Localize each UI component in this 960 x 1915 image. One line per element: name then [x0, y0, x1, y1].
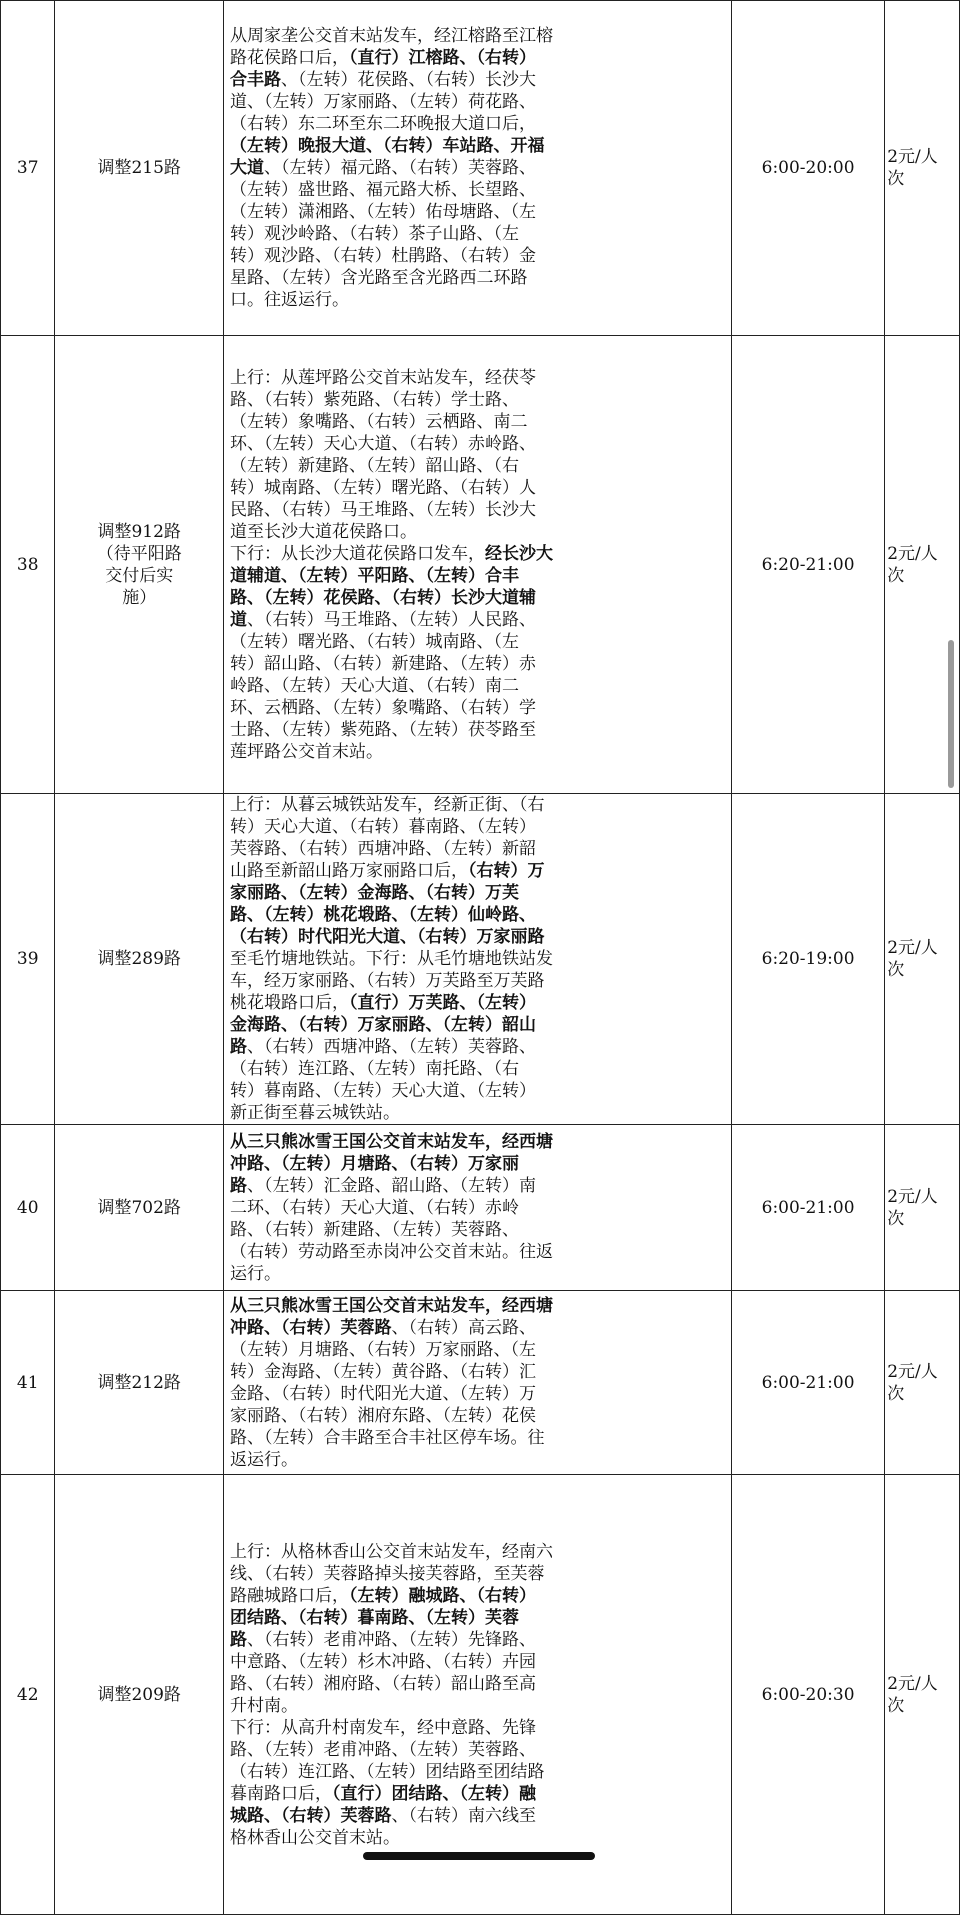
route-text: 下行：从高升村南发车，经中意路、先锋 — [229, 1717, 536, 1738]
route-text: 家丽路、（右转）湘府东路、（左转）花侯 — [229, 1405, 536, 1426]
route-text: （左转）新建路、（左转）韶山路、（右 — [229, 455, 519, 476]
table-row — [1, 1475, 960, 1915]
route-description-line — [230, 1153, 727, 1175]
route-description-line — [230, 1695, 727, 1717]
route-text-bold: （右转）万 — [467, 861, 545, 881]
route-description-line — [230, 904, 727, 926]
route-description-line — [230, 521, 727, 543]
route-text: 上行：从暮云城铁站发车，经新正街、（右 — [229, 795, 545, 815]
table-row — [1, 1, 960, 336]
route-description-cell — [223, 1, 731, 336]
table-row — [1, 336, 960, 794]
route-description-line — [230, 816, 727, 838]
fare-cell — [885, 1, 960, 336]
route-text-bold: 从三只熊冰雪王国公交首末站发车，经西塘 — [229, 1131, 553, 1152]
route-text-bold: 道 — [229, 609, 247, 630]
route-description-cell — [223, 1291, 731, 1475]
route-text: 转）观沙路、（右转）杜鹃路、（右转）金 — [229, 246, 536, 266]
route-text: 转）观沙岭路、（右转）茶子山路、（左 — [229, 224, 519, 244]
route-description-line — [230, 838, 727, 860]
route-description-line — [230, 1427, 727, 1449]
route-text: 路、（右转）新建路、（左转）芙蓉路、 — [229, 1219, 519, 1240]
route-text: 转）金海路、（左转）黄谷路、（右转）汇 — [229, 1361, 536, 1382]
fare-line: 次 — [887, 565, 905, 586]
route-text: 路、（右转）湘府路、（右转）韶山路至高 — [229, 1673, 536, 1694]
route-text: 下行：从长沙大道花侯路口发车， — [229, 543, 485, 564]
route-description-line — [230, 1361, 727, 1383]
route-description-line — [230, 1739, 727, 1761]
route-description-line — [230, 389, 727, 411]
route-description-line — [230, 1383, 727, 1405]
route-description-line — [230, 609, 727, 631]
row-number: 41 — [1, 1291, 55, 1475]
route-description-line — [230, 1717, 727, 1739]
route-name-cell — [55, 1125, 223, 1291]
route-text: 格林香山公交首末站。 — [229, 1827, 400, 1848]
route-text-bold: 经长沙大 — [484, 543, 553, 564]
route-description-line — [230, 157, 727, 179]
route-text: 转）城南路、（左转）曙光路、（右转）人 — [229, 477, 536, 498]
route-description-line — [230, 1805, 727, 1827]
route-text-bold: 冲路、（左转）月塘路、（右转）万家丽 — [229, 1153, 519, 1174]
fare-line: 次 — [887, 1208, 905, 1229]
route-description-line — [230, 1651, 727, 1673]
route-description-line — [230, 1607, 727, 1629]
route-description-line — [230, 882, 727, 904]
route-name-line: 交付后实 — [105, 565, 174, 586]
route-description-line — [230, 631, 727, 653]
route-text: （左转）象嘴路、（右转）云栖路、南二 — [229, 411, 528, 432]
route-name-line: 调整912路 — [97, 521, 181, 542]
route-text: 路、（右转）紫苑路、（右转）学士路、 — [229, 389, 519, 410]
route-description-line — [230, 135, 727, 157]
route-description-line — [230, 1541, 727, 1563]
route-description-line — [230, 653, 727, 675]
route-name-line: （待平阳路 — [96, 543, 182, 564]
route-description-cell — [223, 794, 731, 1125]
route-text-bold: 从三只熊冰雪王国公交首末站发车，经西塘 — [229, 1295, 553, 1316]
route-text: 二环、（右转）天心大道、（右转）赤岭 — [229, 1197, 519, 1218]
route-name-cell — [55, 1, 223, 336]
operating-hours: 6:00-20:30 — [731, 1475, 884, 1915]
route-text-bold: 金海路、（右转）万家丽路、（左转）韶山 — [229, 1015, 536, 1035]
route-text-bold: （直行）江榕路、（右转） — [348, 48, 536, 68]
route-description-line — [230, 367, 727, 389]
route-text: 暮南路口后， — [229, 1783, 332, 1804]
route-text-bold: 合丰路 — [229, 70, 281, 90]
row-number: 38 — [1, 336, 55, 794]
route-text-bold: 路 — [229, 1037, 247, 1057]
route-text: 金路、（右转）时代阳光大道、（左转）万 — [229, 1383, 536, 1404]
route-text-bold: 冲路、（右转）芙蓉路 — [229, 1317, 392, 1338]
route-description-line — [230, 433, 727, 455]
home-indicator[interactable] — [363, 1852, 595, 1860]
route-description-line — [230, 1673, 727, 1695]
route-text: 新正街至暮云城铁站。 — [229, 1103, 400, 1123]
operating-hours: 6:20-21:00 — [731, 336, 884, 794]
route-description-line — [230, 1014, 727, 1036]
fare-line: 2元/人 — [887, 1186, 938, 1207]
route-description-line — [230, 1241, 727, 1263]
route-text: 、（左转）汇金路、韶山路、（左转）南 — [246, 1175, 536, 1196]
route-description-line — [230, 69, 727, 91]
route-text: 升村南。 — [229, 1695, 298, 1716]
route-description-line — [230, 1102, 727, 1124]
route-description-line — [230, 1295, 727, 1317]
route-description-line — [230, 179, 727, 201]
route-description-line — [230, 1036, 727, 1058]
route-text: 中意路、（左转）杉木冲路、（右转）卉园 — [229, 1651, 536, 1672]
route-description-line — [230, 201, 727, 223]
route-text: 、（右转）西塘冲路、（左转）芙蓉路、 — [246, 1037, 536, 1057]
route-text: （右转）连江路、（左转）团结路至团结路 — [229, 1761, 545, 1782]
route-description-line — [230, 113, 727, 135]
route-text: 路花侯路口后， — [229, 48, 349, 68]
route-description-line — [230, 47, 727, 69]
route-description-line — [230, 411, 727, 433]
operating-hours: 6:20-19:00 — [731, 794, 884, 1125]
route-description-line — [230, 1563, 727, 1585]
route-description-line — [230, 1058, 727, 1080]
fare-cell — [885, 794, 960, 1125]
route-description-line — [230, 25, 727, 47]
operating-hours: 6:00-21:00 — [731, 1291, 884, 1475]
route-name-line: 调整209路 — [97, 1684, 181, 1705]
row-number: 40 — [1, 1125, 55, 1291]
row-number: 37 — [1, 1, 55, 336]
fare-cell — [885, 1475, 960, 1915]
route-text: 民路、（右转）马王堆路、（左转）长沙大 — [229, 499, 536, 520]
route-text-bold: （左转）融城路、（右转） — [348, 1585, 536, 1606]
route-text: 山路至新韶山路万家丽路口后， — [229, 861, 468, 881]
route-text: （右转）劳动路至赤岗冲公交首末站。往返 — [229, 1241, 553, 1262]
route-description-line — [230, 289, 727, 311]
route-text: 芙蓉路、（右转）西塘冲路、（左转）新韶 — [229, 839, 536, 859]
fare-line: 次 — [887, 1383, 905, 1404]
fare-line: 2元/人 — [887, 543, 938, 564]
route-text: 口。往返运行。 — [229, 290, 349, 310]
route-description-line — [230, 1449, 727, 1471]
fare-line: 2元/人 — [887, 938, 938, 958]
operating-hours: 6:00-20:00 — [731, 1, 884, 336]
fare-cell — [885, 1125, 960, 1291]
route-description-line — [230, 926, 727, 948]
route-text: 桃花塅路口后， — [229, 993, 349, 1013]
route-description-line — [230, 1219, 727, 1241]
route-text: 从周家垄公交首末站发车，经江榕路至江榕 — [229, 26, 553, 46]
route-text: 、（左转）福元路、（右转）芙蓉路、 — [263, 158, 536, 178]
route-description-line — [230, 543, 727, 565]
fare-line: 次 — [887, 960, 905, 980]
route-description-line — [230, 719, 727, 741]
route-text: 、（左转）花侯路、（右转）长沙大 — [280, 70, 536, 90]
route-text: 、（右转）马王堆路、（左转）人民路、 — [246, 609, 536, 630]
route-description-line — [230, 1585, 727, 1607]
route-description-line — [230, 948, 727, 970]
route-name-line: 调整289路 — [97, 949, 181, 969]
route-description-line — [230, 970, 727, 992]
route-name-line: 调整212路 — [97, 1372, 181, 1393]
route-description-line — [230, 1629, 727, 1651]
route-description-cell — [223, 336, 731, 794]
route-text-bold: 家丽路、（左转）金海路、（右转）万芙 — [229, 883, 519, 903]
route-text: 道、（左转）万家丽路、（左转）荷花路、 — [229, 92, 536, 112]
fare-cell — [885, 1291, 960, 1475]
route-name-cell — [55, 1291, 223, 1475]
route-text: 岭路、（左转）天心大道、（右转）南二 — [229, 675, 519, 696]
route-text: 路、（左转）老甫冲路、（左转）芙蓉路、 — [229, 1739, 536, 1760]
route-text: 路融城路口后， — [229, 1585, 349, 1606]
route-description-line — [230, 992, 727, 1014]
route-text: 环、（左转）天心大道、（右转）赤岭路、 — [229, 433, 536, 454]
route-description-line — [230, 1197, 727, 1219]
route-text-bold: 城路、（右转）芙蓉路 — [229, 1805, 392, 1826]
route-description-line — [230, 245, 727, 267]
route-text: 返运行。 — [229, 1449, 298, 1470]
route-description-line — [230, 1405, 727, 1427]
fare-line: 2元/人 — [887, 1361, 938, 1382]
route-description-cell — [223, 1125, 731, 1291]
route-text-bold: （直行）万芙路、（左转） — [348, 993, 536, 1013]
route-description-line — [230, 267, 727, 289]
route-text: 、（右转）老甫冲路、（左转）先锋路、 — [246, 1629, 536, 1650]
route-description-line — [230, 1827, 727, 1849]
route-text-bold: 团结路、（右转）暮南路、（左转）芙蓉 — [229, 1607, 519, 1628]
route-text: （右转）东二环至东二环晚报大道口后， — [229, 114, 536, 134]
fare-line: 2元/人 — [887, 1673, 938, 1694]
route-description-line — [230, 1317, 727, 1339]
row-number: 42 — [1, 1475, 55, 1915]
route-description-line — [230, 1131, 727, 1153]
route-text: 路、（左转）合丰路至合丰社区停车场。往 — [229, 1427, 545, 1448]
route-description-line — [230, 860, 727, 882]
route-text-bold: （直行）团结路、（左转）融 — [331, 1783, 536, 1804]
route-text: 莲坪路公交首末站。 — [229, 741, 383, 762]
table-row — [1, 1125, 960, 1291]
route-text: （左转）月塘路、（右转）万家丽路、（左 — [229, 1339, 536, 1360]
route-name-cell — [55, 336, 223, 794]
route-text-bold: 道辅道、（左转）平阳路、（左转）合丰 — [229, 565, 519, 586]
route-text: 转）韶山路、（右转）新建路、（左转）赤 — [229, 653, 536, 674]
fare-line: 次 — [887, 169, 905, 189]
route-text: （右转）连江路、（左转）南托路、（右 — [229, 1059, 519, 1079]
route-text: 至毛竹塘地铁站。下行：从毛竹塘地铁站发 — [229, 949, 553, 969]
fare-line: 次 — [887, 1695, 905, 1716]
route-description-line — [230, 1175, 727, 1197]
route-text-bold: （右转）时代阳光大道、（右转）万家丽路 — [229, 927, 545, 947]
route-description-cell — [223, 1475, 731, 1915]
route-text-bold: 大道 — [229, 158, 264, 178]
route-description-line — [230, 587, 727, 609]
route-text: 环、云栖路、（左转）象嘴路、（右转）学 — [229, 697, 536, 718]
route-text: 道至长沙大道花侯路口。 — [229, 521, 417, 542]
route-text-bold: 路、（左转）花侯路、（右转）长沙大道辅 — [229, 587, 536, 608]
route-text-bold: 路 — [229, 1629, 247, 1650]
route-description-line — [230, 455, 727, 477]
route-description-line — [230, 675, 727, 697]
route-description-line — [230, 741, 727, 763]
row-number: 39 — [1, 794, 55, 1125]
route-name-line: 调整215路 — [97, 158, 181, 178]
route-text: 星路、（左转）含光路至含光路西二环路 — [229, 268, 528, 288]
route-text: （左转）曙光路、（右转）城南路、（左 — [229, 631, 519, 652]
route-description-line — [230, 1339, 727, 1361]
route-description-line — [230, 1080, 727, 1102]
route-text: 、（右转）南六线至 — [391, 1805, 536, 1826]
route-description-line — [230, 1783, 727, 1805]
route-text: 上行：从莲坪路公交首末站发车，经茯苓 — [229, 367, 536, 388]
route-description-line — [230, 477, 727, 499]
route-description-line — [230, 794, 727, 816]
route-description-line — [230, 223, 727, 245]
route-description-line — [230, 499, 727, 521]
route-text: 转）暮南路、（左转）天心大道、（左转） — [229, 1081, 536, 1101]
route-text-bold: （左转）晚报大道、（右转）车站路、开福 — [229, 136, 545, 156]
route-text: 车，经万家丽路、（右转）万芙路至万芙路 — [229, 971, 545, 991]
operating-hours: 6:00-21:00 — [731, 1125, 884, 1291]
route-text-bold: 路、（左转）桃花塅路、（左转）仙岭路、 — [229, 905, 536, 925]
route-text: 、（右转）高云路、 — [391, 1317, 536, 1338]
route-text: 转）天心大道、（右转）暮南路、（左转） — [229, 817, 536, 837]
route-text: 士路、（左转）紫苑路、（左转）茯苓路至 — [229, 719, 536, 740]
route-text: （左转）盛世路、福元路大桥、长望路、 — [229, 180, 536, 200]
route-text: （左转）潇湘路、（左转）佑母塘路、（左 — [229, 202, 536, 222]
fare-line: 2元/人 — [887, 147, 938, 167]
route-text: 线、（右转）芙蓉路掉头接芙蓉路，至芙蓉 — [229, 1563, 545, 1584]
table-row — [1, 794, 960, 1125]
route-text: 运行。 — [229, 1263, 281, 1284]
route-name-cell — [55, 794, 223, 1125]
route-name-cell — [55, 1475, 223, 1915]
route-description-line — [230, 565, 727, 587]
route-description-line — [230, 1263, 727, 1285]
route-text-bold: 路 — [229, 1175, 247, 1196]
route-name-line: 施） — [122, 587, 157, 608]
scrollbar-thumb[interactable] — [948, 640, 954, 788]
route-description-line — [230, 1761, 727, 1783]
route-description-line — [230, 697, 727, 719]
route-text: 上行：从格林香山公交首末站发车，经南六 — [229, 1541, 553, 1562]
table-row — [1, 1291, 960, 1475]
route-description-line — [230, 91, 727, 113]
route-name-line: 调整702路 — [97, 1197, 181, 1218]
